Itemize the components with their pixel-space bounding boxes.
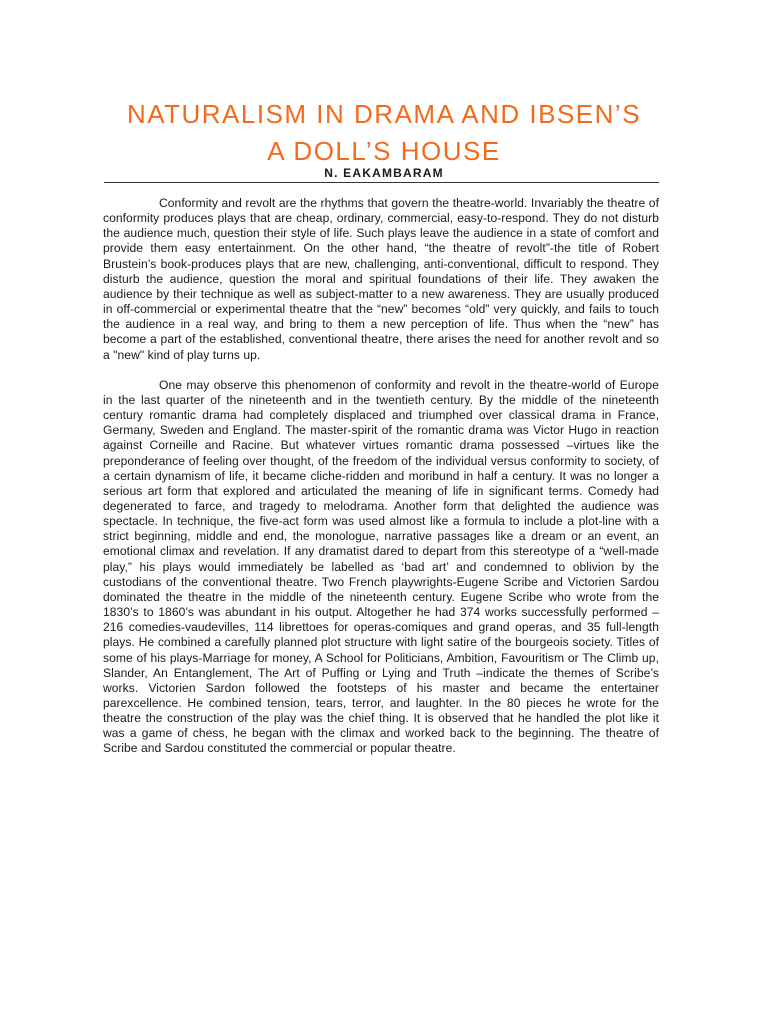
document-body (103, 196, 659, 757)
document-title (60, 96, 708, 170)
author-name: N. EAKAMBARAM (324, 166, 444, 180)
paragraph: One may observe this phenomenon of conformity and revolt in the theatre-world of Europe in the last quarter of the nineteenth and in the twentieth century. By the middle of the nineteenth century romantic drama had completely displaced and triumphed over classical drama in France, Germany, Sweden and England. The master-spirit of the romantic drama was Victor Hugo in reaction against Corneille and Racine. But whatever virtues romantic drama possessed –virtues like the preponderance of feeling over thought, of the freedom of the individual versus conformity to society, of a certain dynamism of life, it became cliche-ridden and moribund in half a century. It was no longer a serious art form that explored and articulated the meaning of life in significant terms. Comedy had degenerated to farce, and tragedy to melodrama. Another form that delighted the audience was spectacle. In technique, the five-act form was used almost like a formula to include a plot-line with a strict beginning, middle and end, the monologue, narrative passages like a dream or an event, an emotional climax and revelation. If any dramatist dared to depart from this stereotype of a “well-made play,” his plays would immediately be labelled as ‘bad art’ and condemned to oblivion by the custodians of the conventional theatre. Two French playwrights-Eugene Scribe and Victorien Sardou dominated the theatre in the middle of the nineteenth century. Eugene Scribe who wrote from the 1830’s to 1860’s was abundant in his output. Altogether he had 374 works successfully performed –216 comedies-vaudevilles, 114 librettoes for operas-comiques and grand operas, and 35 full-length plays. He combined a carefully planned plot structure with light satire of the bourgeois society. Titles of some of his plays-Marriage for money, A School for Politicians, Ambition, Favouritism or The Climb up, Slander, An Entanglement, The Art of Puffing or Lying and Truth –indicate the themes of Scribe’s works. Victorien Sardon followed the footsteps of his master and became the entertainer parexcellence. He combined tension, tears, terror, and laughter. In the 80 pieces he wrote for the theatre the construction of the play was the chief thing. It is observed that he handled the plot like it was a game of chess, he began with the climax and worked back to the beginning. The theatre of Scribe and Sardou constituted the commercial or popular theatre. (103, 377, 659, 756)
title-line-1: NATURALISM IN DRAMA AND IBSEN’S (126, 99, 642, 129)
title-divider (104, 182, 659, 183)
title-line-2: A DOLL’S HOUSE (267, 136, 501, 166)
paragraph: Conformity and revolt are the rhythms that govern the theatre-world. Invariably the theatre of conformity produces plays that are cheap, ordinary, commercial, easy-to-respond. They do not disturb the audience much, question their style of life. Such plays leave the audience in a state of comfort and provide them easy entertainment. On the other hand, “the theatre of revolt”-the title of Robert Brustein’s book-produces plays that are new, challenging, anti-conventional, difficult to respond. They disturb the audience, question the moral and spiritual foundations of their life. They awaken the audience by their technique as well as subject-matter to a new awareness. They are usually produced in off-commercial or experimental theatre that the “new” becomes “old” very quickly, and fails to touch the audience in a real way, and bring to them a new perception of life. Thus when the “new” has become a part of the established, conventional theatre, there arises the need for another revolt and so a "new" kind of play turns up. (103, 196, 659, 362)
